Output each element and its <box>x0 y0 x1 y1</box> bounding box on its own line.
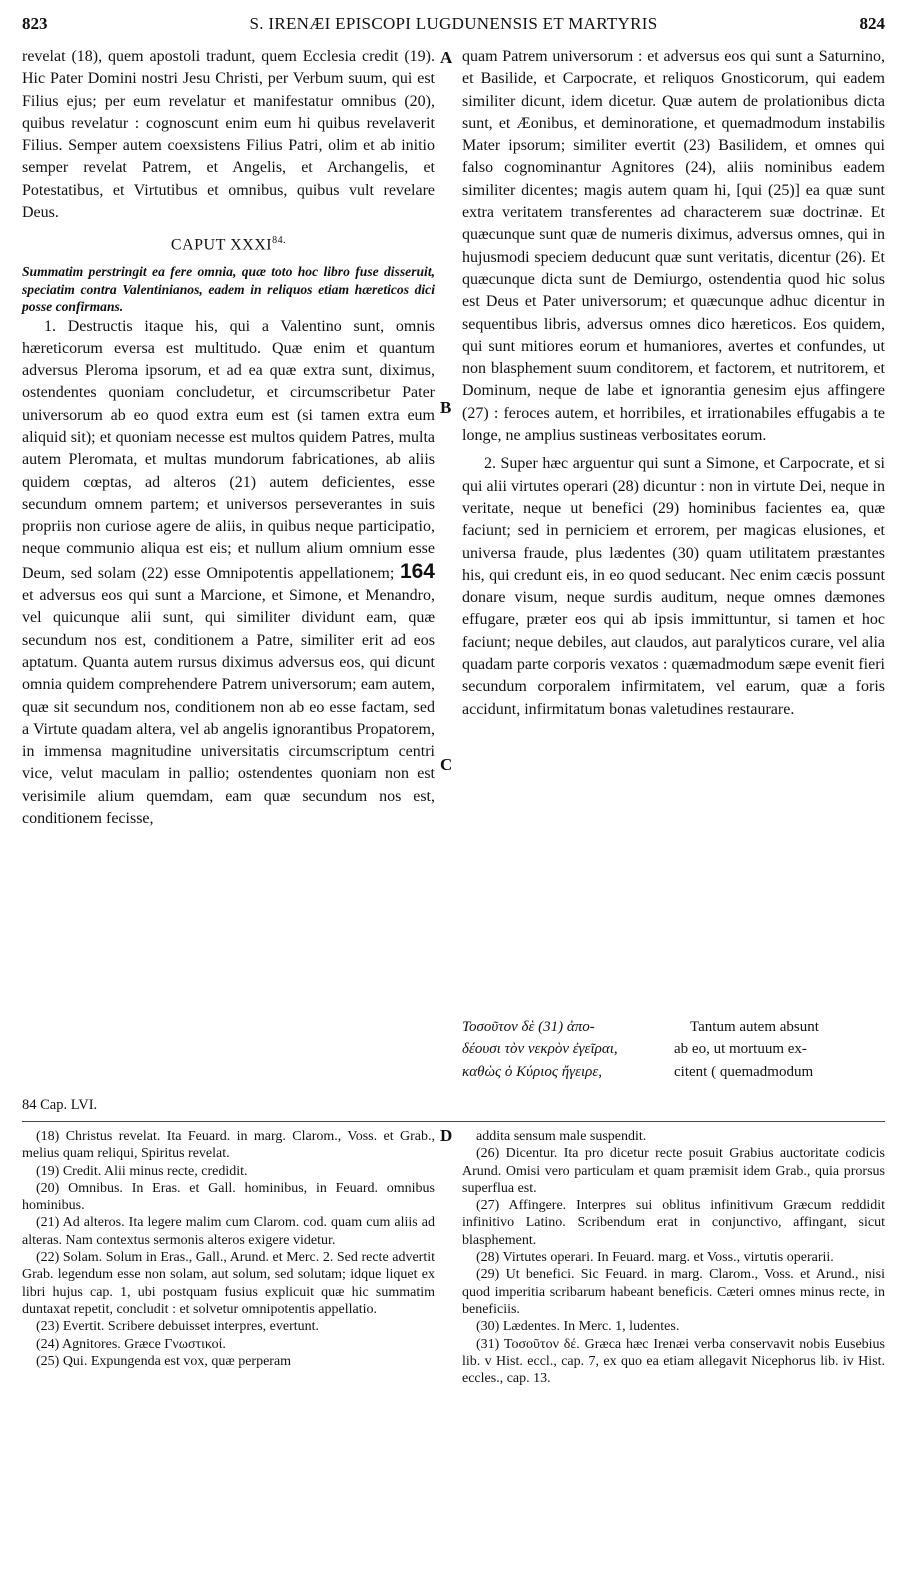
paragraph-text: 1. Destructis itaque his, qui a Valentino sunt, omnis hæreticorum eversa est multitudo. Quæ enim et quantum adversus Pleroma ipsorum, et ad ea quæ extra sunt, diximus, ostendentes quoniam concludetur, et circumscribetur Pater universorum ab eo quod extra eum est (si tamen extra eum aliquid sit); et quoniam necesse est multos quidem Patres, multa autem Pleromata, et multas mundorum fabricationes, ab aliis quidem cœptas, ad alteros (21) autem deficientes, esse secundum omnem partem; et universos perseverantes in suis propriis non curiose agere de aliis, in quibus neque participatio, neque communio aliqua est eis; et nullum alium omnium esse Deum, sed solam (22) esse Omnipotentis appellationem; <box>22 317 435 582</box>
chapter-title: CAPUT XXXI <box>170 236 273 254</box>
chapter-summary: Summatim perstringit ea fere omnia, quæ toto hoc libro fuse disseruit, speciatim contra Valentinianos, eadem in reliquos etiam hæreticos dici posse confirmans. <box>22 264 435 314</box>
note: (30) Lædentes. In Merc. 1, ludentes. <box>476 1319 680 1335</box>
margin-mark-a: A <box>440 48 453 67</box>
paragraph: revelat (18), quem apostoli tradunt, quem Ecclesia credit (19). Hic Pater Domini nostri Jesu Christi, per Verbum suum, qui est Filius ejus; per eum revelatur et manifestatur omnibus (20), quibus revelatur : cognoscunt enim eum hi quibus revelaverit Filius. Semper autem coexsistens Filius Patri, olim et ab initio semper revelat Patrem, et Angelis, et Archangelis, et Potestatibus, et Virtutibus et omnibus, quibus vult revelare Deus. <box>22 48 435 222</box>
greek-line: Τοσοῦτον δὲ (31) ἀπο- <box>462 1019 595 1035</box>
note: (27) Affingere. Interpres sui oblitus infinitivum Græcum reddidit infinitivo Latino. Scribendum erat in conjunctivo, affingant, sicut blasphement. <box>462 1198 885 1248</box>
note: (23) Evertit. Scribere debuisset interpres, evertunt. <box>36 1319 320 1335</box>
note: (31) Τοσοῦτον δέ. Græca hæc Irenæi verba conservavit nobis Eusebius lib. v Hist. eccl., cap. 7, ex quo ea etiam allegavit Nicephorus lib. iv Hist. eccles., cap. 13. <box>462 1336 885 1387</box>
note: (20) Omnibus. In Eras. et Gall. hominibus, in Feuard. omnibus hominibus. <box>22 1180 435 1214</box>
paragraph: 2. Super hæc arguentur qui sunt a Simone, et Carpocrate, et si qui alii virtutes operari (28) dicuntur : non in virtute Dei, neque in veritate, neque ut benefici (29) hominibus facientes ea, quæ faciunt; sed in perniciem et errorem, per magicas elusiones, et universa fraude, plus lædentes (30) quam utilitatem præstantes his, qui credunt eis, in eo quod seducant. Nec enim cæcis possunt donare visum, neque surdis auditum, neque omnes dæmones effugare, præter eos qui ab ipsis immittuntur, si tamen et hoc faciunt; neque debiles, aut claudos, aut paralyticos curare, vel alia quadam parte corporis vexatos : quæmadmodum sæpe evenit fieri secundum corporalem infirmitatem, vel earum, quæ a foris accidunt, infirmitatum bonas valetudines restaurare. <box>462 455 885 718</box>
margin-mark-c: C <box>440 755 453 774</box>
running-title: S. IRENÆI EPISCOPI LUGDUNENSIS ET MARTYRIS <box>249 14 658 33</box>
notes-right <box>462 1128 885 1387</box>
column-number: 164 <box>399 559 435 583</box>
greek-line: δέουσι τὸν νεκρὸν ἐγεῖραι, <box>462 1041 618 1058</box>
margin-mark-d: D <box>440 1126 453 1145</box>
paragraph <box>22 316 435 831</box>
margin-mark-b: B <box>440 398 452 417</box>
note: (25) Qui. Expungenda est vox, quæ perperam <box>36 1353 292 1369</box>
greek-line: καθὼς ὁ Κύριος ἤγειρε, <box>462 1063 603 1080</box>
latin-line: ab eo, ut mortuum ex- <box>674 1041 807 1058</box>
latin-line: Tantum autem absunt <box>690 1019 819 1035</box>
note: (18) Christus revelat. Ita Feuard. in marg. Clarom., Voss. et Grab., melius quam reliqui, Spiritus revelat. <box>22 1129 435 1162</box>
chapter-note-mark: 84. <box>272 235 287 247</box>
note: (28) Virtutes operari. In Feuard. marg. et Voss., virtutis operarii. <box>476 1250 834 1266</box>
note: (22) Solam. Solum in Eras., Gall., Arund. et Merc. 2. Sed recte advertit Grab. legendum esse non solam, aut solum, sed solutam; idque liquet ex libri hujus cap. 1, ubi postquam fusius explicuit quæ hic summatim duntaxat repetit, concludit : et solvetur omnipotentis appellatio. <box>22 1250 435 1317</box>
note: (29) Ut benefici. Sic Feuard. in marg. Clarom., Voss. et Arund., nisi quod imperitia scribarum habeant beneficis. Cæteri omnes minus recte, in beneficiis. <box>462 1267 885 1317</box>
chapter-heading <box>22 230 435 257</box>
chapter-footnote: 84 Cap. LVI. <box>22 1097 98 1113</box>
parallel-greek-latin <box>462 1016 885 1083</box>
note: (19) Credit. Alii minus recte, credidit. <box>36 1163 248 1179</box>
left-column <box>22 46 435 830</box>
note: (26) Dicentur. Ita pro dicetur recte posuit Grabius auctoritate codicis Arund. Omisi vero particulam et quam præmisit idem Grab., quia prorsus superflua est. <box>462 1146 885 1196</box>
footnote-divider <box>22 1121 885 1122</box>
page-number-left: 823 <box>22 14 48 33</box>
page-header <box>0 14 907 40</box>
note: addita sensum male suspendit. <box>476 1129 647 1144</box>
paragraph: quam Patrem universorum : et adversus eos qui sunt a Saturnino, et Basilide, et Carpocrate, et reliquos Gnosticorum, qui eadem similiter dicunt, idem dicetur. Quæ autem de prolationibus dicta sunt, et Æonibus, et deminoratione, et quemadmodum instabilis Mater ipsorum; similiter evertit (23) Basilidem, et omnes qui falso cognominantur Agnitores (24), aliis nominibus eadem similiter dicentes; magis autem quam hi, [qui (25)] ea quæ sunt extra veritatem transferentes ad characterem suæ doctrinæ. Et quæcunque sunt quæ de numeris diximus, adversus omnes, qui in hujusmodi speciem deducunt quæ sunt veritatis, dicentur (26). Et quæcunque dicta sunt de Demiurgo, ostendentia quod hic solus est Deus et Pater universorum; et quæcunque adhuc dicentur in sequentibus libris, adversus omnes dico hæreticos. Eos quidem, qui sunt mitiores eorum et humaniores, avertes et confundes, ut non blasphement suum conditorem, et factorem, et nutritorem, et Dominum, neque de labe et ignorantia genesim ejus affingere (27) : feroces autem, et horribiles, et irrationabiles effugabis a te longe, ne amplius sustineas verbositates eorum. <box>462 48 885 445</box>
note: (21) Ad alteros. Ita legere malim cum Clarom. cod. quam cum aliis ad alteras. Nam contextus sermonis alteros exigere videtur. <box>22 1215 435 1248</box>
paragraph-text: et adversus eos qui sunt a Marcione, et Simone, et Menandro, vel quicunque alii sunt, qui similiter dividunt eam, quæ secundum nos est, conditionem a Patre, similiter erit ad eos aptatum. Quanta autem rursus diximus adversus eos, qui dicunt omnia quidem comprehendere Patrem universorum; eam autem, quæ sit secundum nos, conditionem non ab eo esse factam, sed a Virtute quadam altera, vel ab angelis ignorantibus Propatorem, in immensa magnitudine universitatis circumscriptum centri vice, velut maculam in pallio; ostendentes quoniam non est verisimile alium quemdam, eam quæ secundum nos est, conditionem fecisse, <box>22 587 435 828</box>
notes-left <box>22 1128 435 1370</box>
page-number-right: 824 <box>859 14 885 33</box>
note: (24) Agnitores. Græce Γνωστικοί. <box>36 1336 226 1352</box>
latin-line: citent ( quemadmodum <box>674 1063 814 1080</box>
right-column <box>462 46 885 721</box>
